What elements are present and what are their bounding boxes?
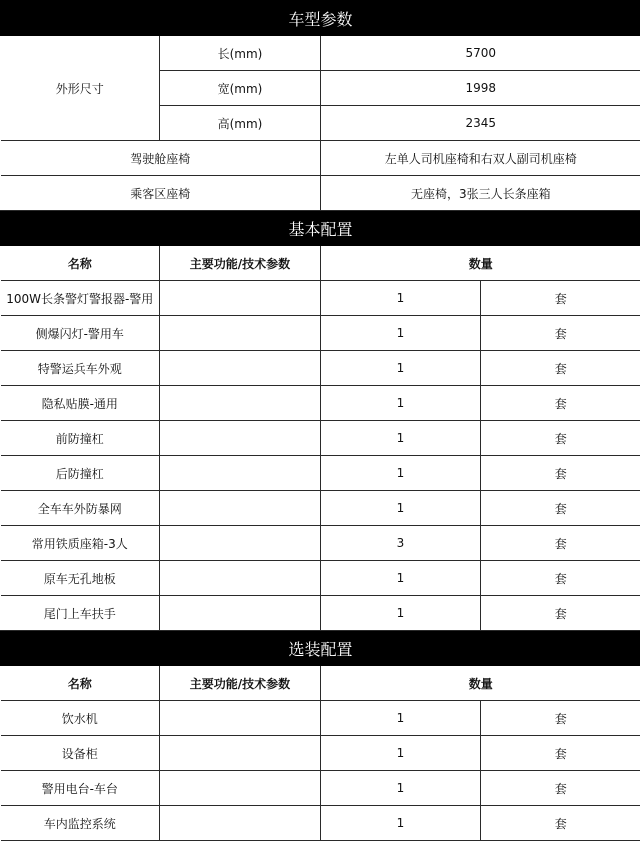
item-unit: 套 [481,736,640,771]
item-func [160,351,321,386]
item-unit: 套 [481,596,640,631]
item-name: 尾门上车扶手 [1,596,160,631]
table-row [1,736,640,771]
item-unit: 套 [481,386,640,421]
item-name: 设备柜 [1,736,160,771]
table-row [1,386,640,421]
item-func [160,386,321,421]
dim-value: 2345 [321,106,640,141]
table-row [1,596,640,631]
dim-row [1,36,640,71]
section-header-basic [1,211,640,246]
seat-row [1,176,640,211]
column-header-qty: 数量 [321,246,640,281]
item-func [160,596,321,631]
item-qty: 1 [321,771,481,806]
table-row [1,421,640,456]
item-name: 隐私贴膜-通用 [1,386,160,421]
item-name: 后防撞杠 [1,456,160,491]
section-title: 基本配置 [1,211,640,246]
item-func [160,736,321,771]
column-header-func: 主要功能/技术参数 [160,246,321,281]
dim-value: 1998 [321,71,640,106]
item-qty: 1 [321,316,481,351]
section-title: 选装配置 [1,631,640,666]
item-qty: 1 [321,806,481,841]
item-func [160,526,321,561]
dim-label: 高(mm) [160,106,321,141]
item-name: 常用铁质座箱-3人 [1,526,160,561]
seat-value: 无座椅，3张三人长条座箱 [321,176,640,211]
item-name: 饮水机 [1,701,160,736]
seat-label: 乘客区座椅 [1,176,321,211]
section-header-optional [1,631,640,666]
item-func [160,771,321,806]
item-unit: 套 [481,491,640,526]
table-row [1,701,640,736]
dim-label: 宽(mm) [160,71,321,106]
item-unit: 套 [481,701,640,736]
item-unit: 套 [481,771,640,806]
item-qty: 1 [321,491,481,526]
item-unit: 套 [481,351,640,386]
item-qty: 3 [321,526,481,561]
dim-label: 长(mm) [160,36,321,71]
item-qty: 1 [321,351,481,386]
item-unit: 套 [481,561,640,596]
table-row [1,281,640,316]
item-qty: 1 [321,386,481,421]
column-header-row [1,246,640,281]
column-header-qty: 数量 [321,666,640,701]
table-row [1,456,640,491]
table-row [1,351,640,386]
item-qty: 1 [321,736,481,771]
item-unit: 套 [481,281,640,316]
item-unit: 套 [481,806,640,841]
column-header-func: 主要功能/技术参数 [160,666,321,701]
item-name: 全车车外防暴网 [1,491,160,526]
table-row [1,806,640,841]
column-header-row [1,666,640,701]
item-func [160,701,321,736]
item-unit: 套 [481,456,640,491]
item-func [160,806,321,841]
table-row [1,771,640,806]
dims-label: 外形尺寸 [1,36,160,141]
item-func [160,281,321,316]
item-name: 侧爆闪灯-警用车 [1,316,160,351]
item-qty: 1 [321,456,481,491]
dim-value: 5700 [321,36,640,71]
item-func [160,456,321,491]
seat-label: 驾驶舱座椅 [1,141,321,176]
table-row [1,526,640,561]
item-unit: 套 [481,526,640,561]
item-qty: 1 [321,561,481,596]
item-qty: 1 [321,596,481,631]
item-name: 车内监控系统 [1,806,160,841]
seat-row [1,141,640,176]
item-name: 前防撞杠 [1,421,160,456]
item-unit: 套 [481,316,640,351]
item-name: 特警运兵车外观 [1,351,160,386]
seat-value: 左单人司机座椅和右双人副司机座椅 [321,141,640,176]
item-unit: 套 [481,421,640,456]
table-row [1,561,640,596]
item-name: 原车无孔地板 [1,561,160,596]
section-header-params [1,1,640,36]
item-name: 警用电台-车台 [1,771,160,806]
spec-table-body [1,1,640,841]
item-func [160,491,321,526]
item-func [160,561,321,596]
table-row [1,491,640,526]
column-header-name: 名称 [1,246,160,281]
column-header-name: 名称 [1,666,160,701]
item-name: 100W长条警灯警报器-警用 [1,281,160,316]
item-qty: 1 [321,701,481,736]
item-qty: 1 [321,281,481,316]
item-func [160,316,321,351]
item-func [160,421,321,456]
item-qty: 1 [321,421,481,456]
section-title: 车型参数 [1,1,640,36]
table-row [1,316,640,351]
